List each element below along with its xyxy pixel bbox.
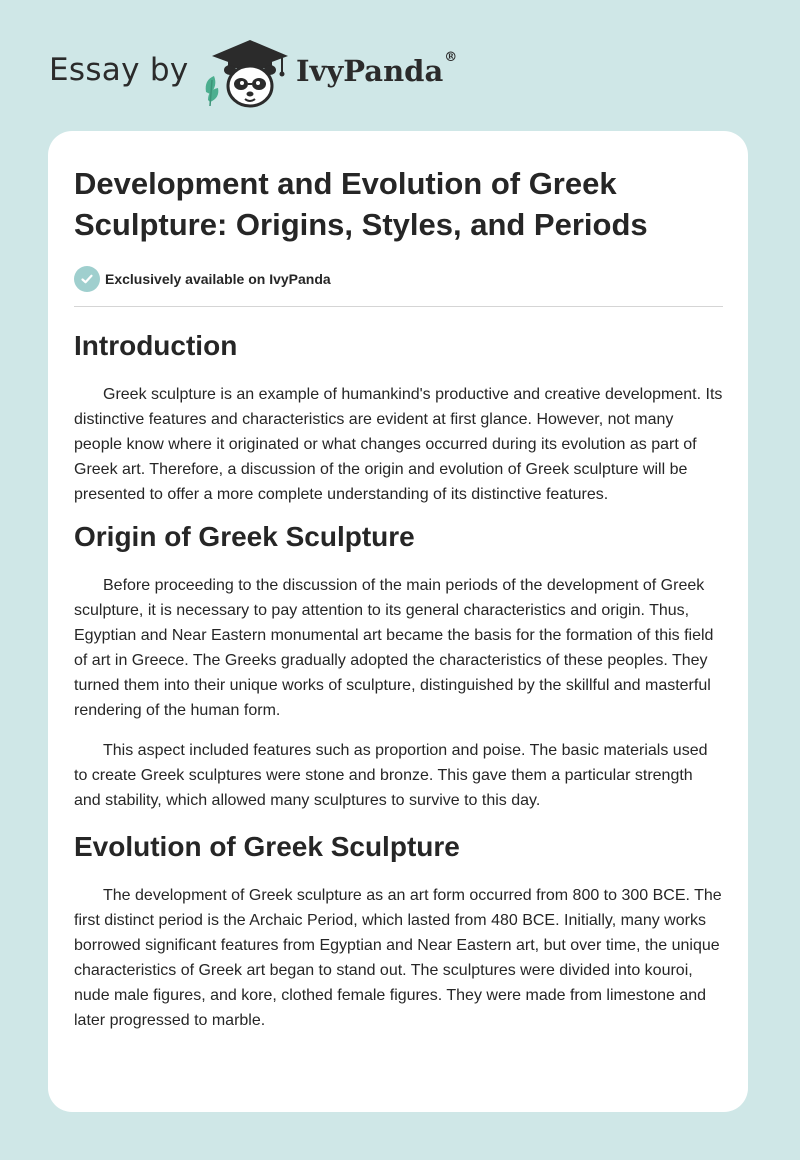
paragraph: Greek sculpture is an example of humankind's productive and creative development. Its distinctive features and characteristics are evident at first glance. However, not many people know where it originated or what changes occurred during its evolution as part of Greek art. Therefore, a discussion of the origin and evolution of Greek sculpture will be presented to offer a more complete understanding of its distinctive features.	[74, 386, 723, 503]
panda-logo-icon	[202, 34, 294, 110]
paragraph: This aspect included features such as proportion and poise. The basic materials used to create Greek sculptures were stone and bronze. This gave them a particular strength and stability, which allowed many sculptures to survive to this day.	[74, 742, 708, 809]
essay-card	[48, 131, 748, 1112]
essay-title: Development and Evolution of Greek Sculpture: Origins, Styles, and Periods	[74, 166, 648, 242]
registered-mark: ®	[444, 50, 458, 65]
section-heading: Origin of Greek Sculpture	[74, 521, 415, 552]
section-evolution	[74, 830, 723, 1033]
site-header	[0, 30, 800, 114]
essay-by-label: Essay by	[49, 52, 189, 88]
exclusive-badge	[74, 266, 723, 292]
section-introduction	[74, 329, 723, 507]
section-heading: Evolution of Greek Sculpture	[74, 831, 460, 862]
essay-content	[74, 131, 723, 1033]
check-circle-icon	[74, 266, 100, 292]
title-divider	[74, 306, 723, 307]
paragraph: The development of Greek sculpture as an art form occurred from 800 to 300 BCE. The first distinct period is the Archaic Period, which lasted from 480 BCE. Initially, many works borrowed significant features from Egyptian and Near Eastern art, but over time, the unique characteristics of Greek art began to stand out. The sculptures were divided into kouroi, nude male figures, and kore, clothed female figures. They were made from limestone and later progressed to marble.	[74, 887, 722, 1029]
paragraph: Before proceeding to the discussion of the main periods of the development of Greek sculpture, it is necessary to pay attention to its general characteristics and origin. Thus, Egyptian and Near Eastern monumental art became the basis for the formation of this field of art in Greece. The Greeks gradually adopted the characteristics of these peoples. They turned them into their unique works of sculpture, distinguished by the skillful and masterful rendering of the human form.	[74, 577, 714, 719]
exclusive-badge-label: Exclusively available on IvyPanda	[105, 271, 331, 287]
brand-name: IvyPanda®	[296, 50, 458, 88]
section-origin	[74, 520, 723, 813]
section-heading: Introduction	[74, 330, 238, 361]
